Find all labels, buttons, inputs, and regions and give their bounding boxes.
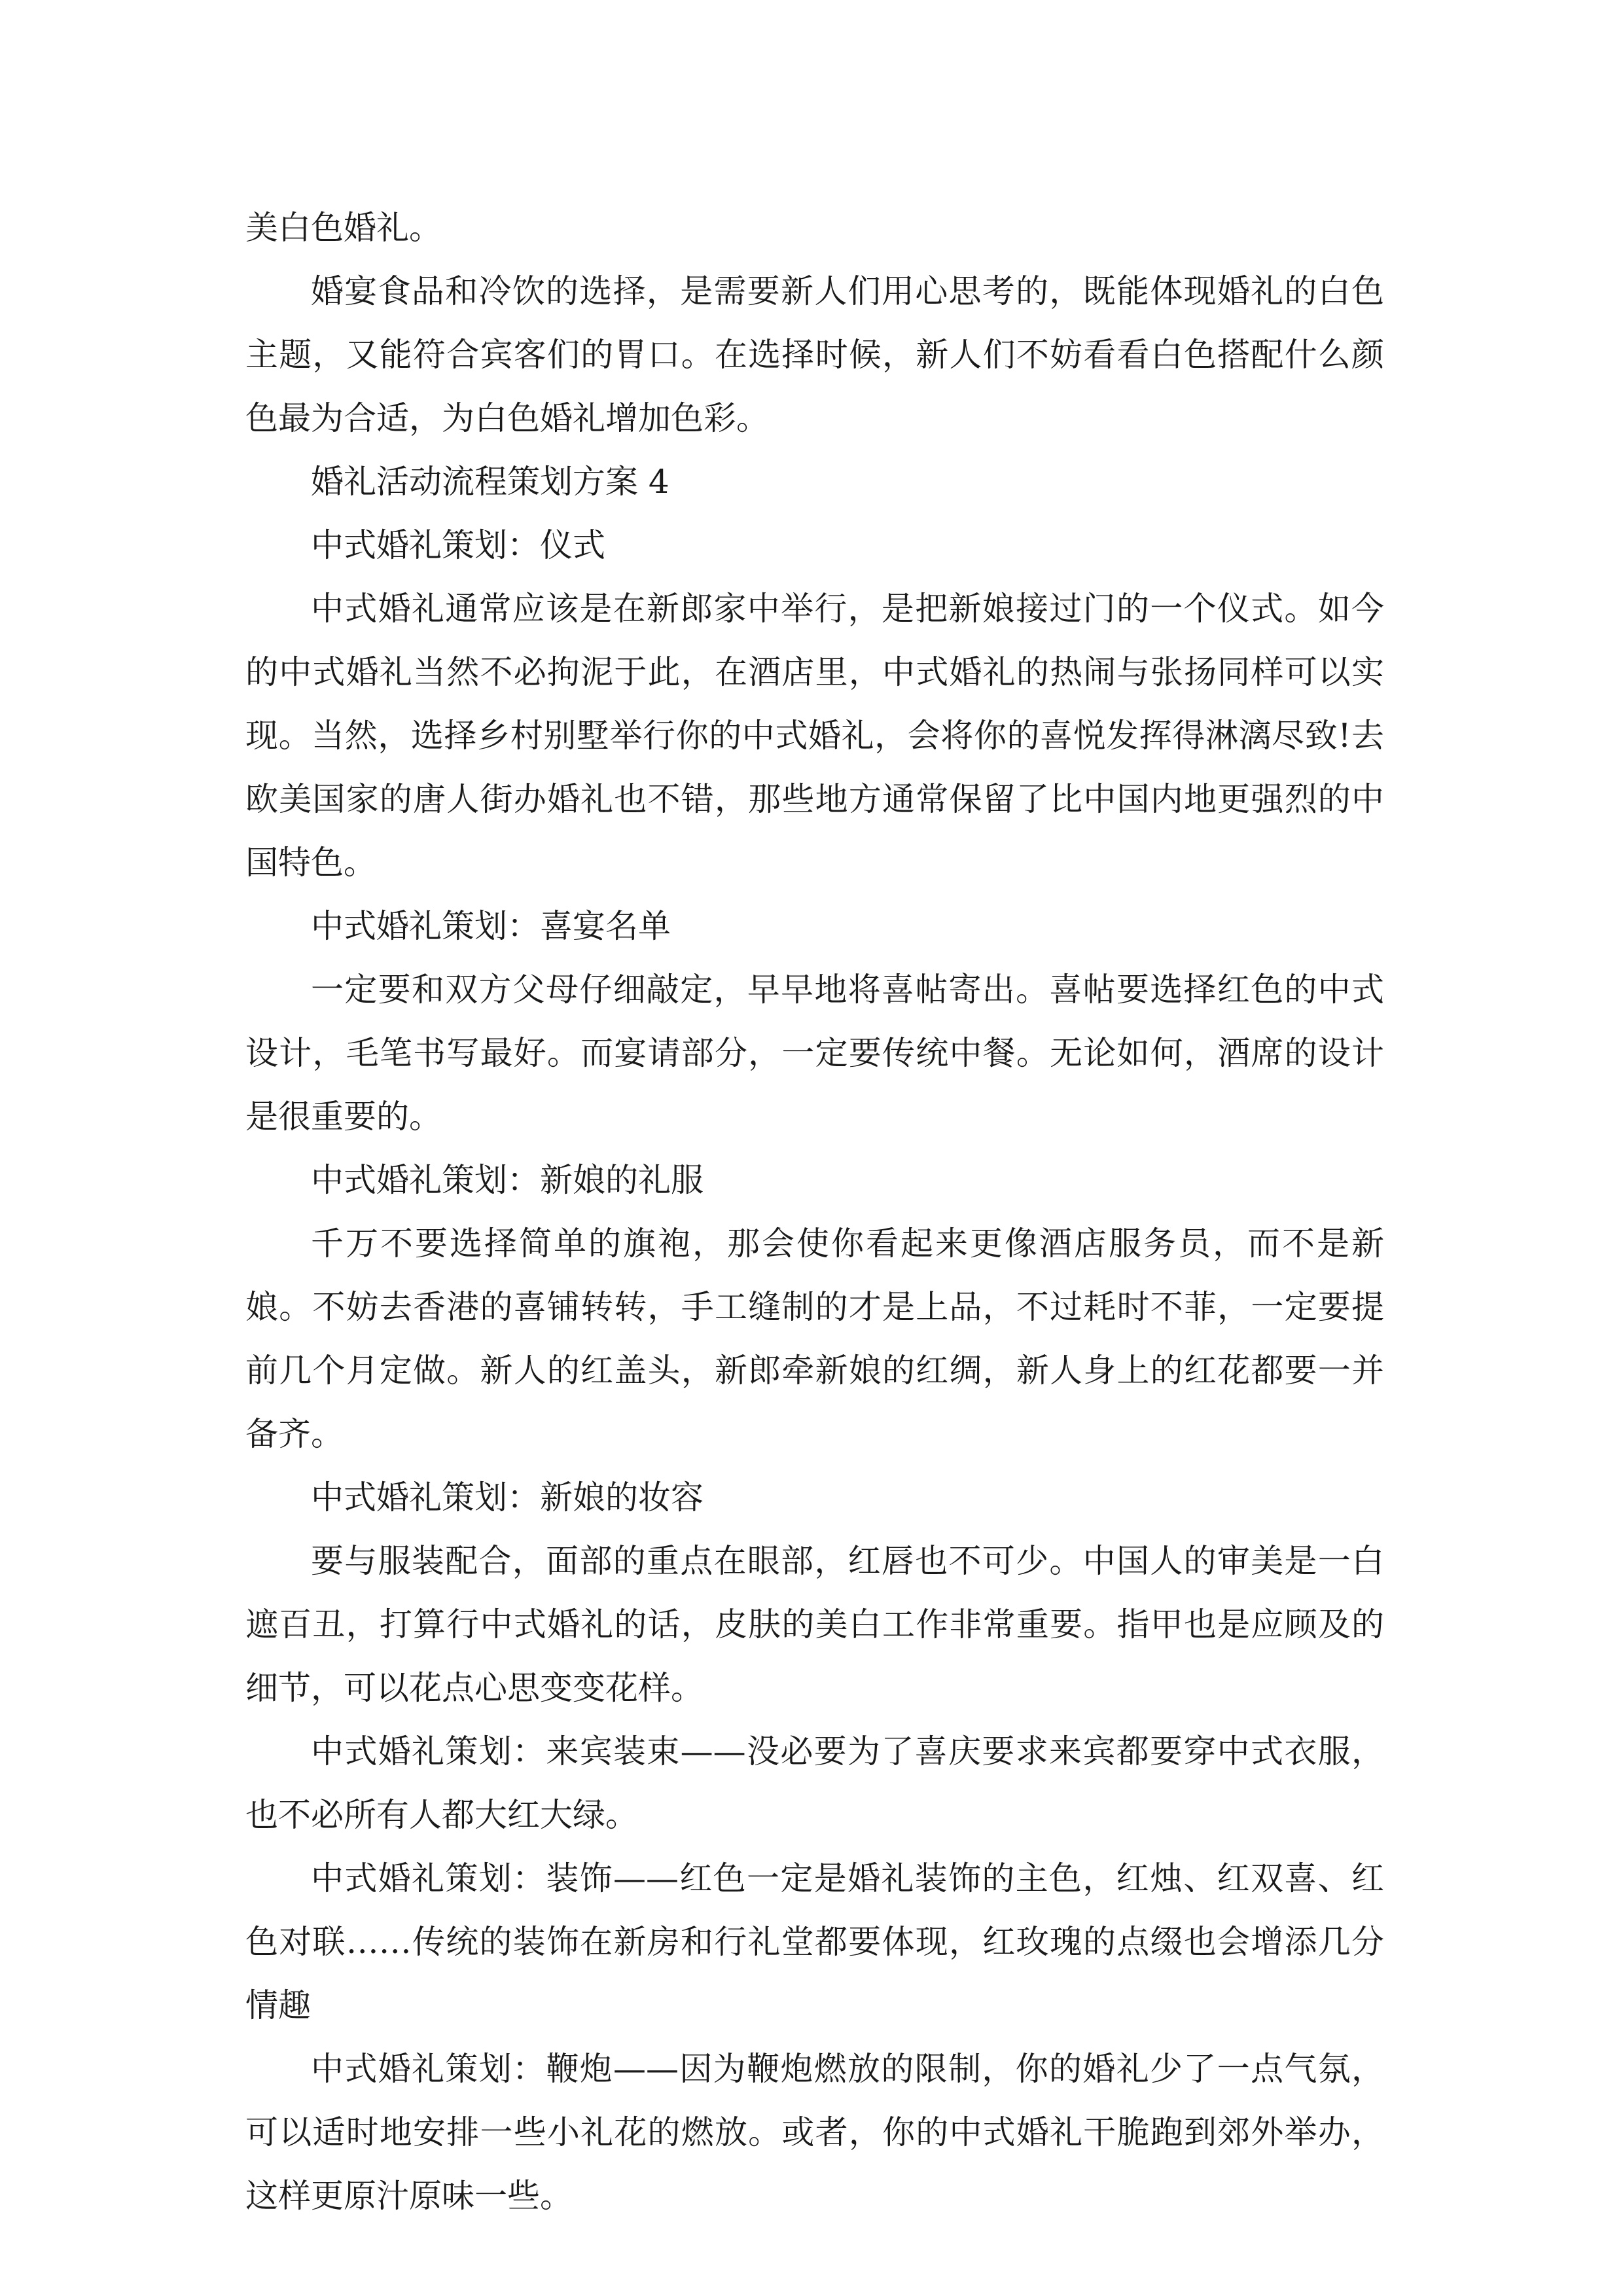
paragraph: 中式婚礼策划：鞭炮——因为鞭炮燃放的限制，你的婚礼少了一点气氛，可以适时地安排一些小礼花的燃放。或者，你的中式婚礼干脆跑到郊外举办，这样更原汁原味一些。 xyxy=(245,2050,1384,2215)
paragraph: 中式婚礼通常应该是在新郎家中举行，是把新娘接过门的一个仪式。如今的中式婚礼当然不必拘泥于此，在酒店里，中式婚礼的热闹与张扬同样可以实现。当然，选择乡村别墅举行你的中式婚礼，会将你的喜悦发挥得淋漓尽致!去欧美国家的唐人街办婚礼也不错，那些地方通常保留了比中国内地更强烈的中国特色。 xyxy=(245,590,1384,882)
section-heading: 婚礼活动流程策划方案 4 xyxy=(311,463,669,501)
subheading: 中式婚礼策划：新娘的妆容 xyxy=(311,1479,704,1516)
subheading: 中式婚礼策划：新娘的礼服 xyxy=(311,1161,704,1199)
paragraph: 中式婚礼策划：装饰——红色一定是婚礼装饰的主色，红烛、红双喜、红色对联……传统的装饰在新房和行礼堂都要体现，红玫瑰的点缀也会增添几分情趣 xyxy=(245,1859,1384,2024)
subheading: 中式婚礼策划：喜宴名单 xyxy=(311,907,671,945)
subheading: 中式婚礼策划：仪式 xyxy=(311,526,605,564)
document-body xyxy=(245,196,1384,2228)
paragraph: 一定要和双方父母仔细敲定，早早地将喜帖寄出。喜帖要选择红色的中式设计，毛笔书写最好。而宴请部分，一定要传统中餐。无论如何，酒席的设计是很重要的。 xyxy=(245,971,1384,1136)
paragraph: 美白色婚礼。 xyxy=(245,209,442,247)
paragraph: 千万不要选择简单的旗袍，那会使你看起来更像酒店服务员，而不是新娘。不妨去香港的喜铺转转，手工缝制的才是上品，不过耗时不菲，一定要提前几个月定做。新人的红盖头，新郎牵新娘的红绸，新人身上的红花都要一并备齐。 xyxy=(245,1225,1384,1453)
paragraph: 婚宴食品和冷饮的选择，是需要新人们用心思考的，既能体现婚礼的白色主题，又能符合宾客们的胃口。在选择时候，新人们不妨看看白色搭配什么颜色最为合适，为白色婚礼增加色彩。 xyxy=(245,272,1384,437)
paragraph: 要与服装配合，面部的重点在眼部，红唇也不可少。中国人的审美是一白遮百丑，打算行中式婚礼的话，皮肤的美白工作非常重要。指甲也是应顾及的细节，可以花点心思变变花样。 xyxy=(245,1542,1384,1707)
paragraph: 中式婚礼策划：来宾装束——没必要为了喜庆要求来宾都要穿中式衣服，也不必所有人都大红大绿。 xyxy=(245,1732,1384,1834)
